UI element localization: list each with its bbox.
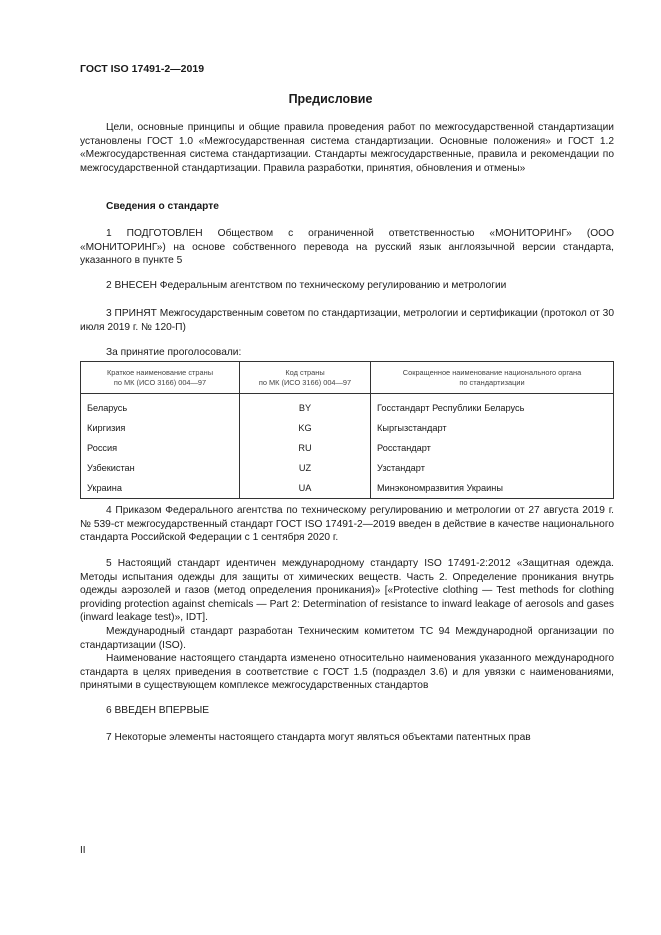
intro-paragraph: Цели, основные принципы и общие правила проведения работ по межгосударственной стандартизации установлены ГОСТ 1.0 «Межгосударственная система стандартизации. Основные положения» и ГОСТ 1.2 «Межгосударственная система стандартизации. Стандарты межгосударственные, правила и рекомендации по межгосударственной стандартизации. Правила разработки, принятия, обновления и отмены»: [80, 122, 614, 174]
country-cell: Киргизия: [81, 418, 240, 438]
votes-table: [80, 361, 614, 499]
page-number: II: [80, 845, 86, 856]
column-header-body: [371, 362, 614, 394]
column-header-country-line2: по МК (ИСО 3166) 004—97: [113, 378, 207, 387]
country-cell: Узбекистан: [81, 458, 240, 478]
code-cell: KG: [240, 418, 371, 438]
column-header-country: [81, 362, 240, 394]
code-cell: BY: [240, 394, 371, 419]
column-header-country-line1: Краткое наименование страны: [106, 368, 214, 377]
column-header-code: [240, 362, 371, 394]
column-header-code-line1: Код страны: [285, 368, 325, 377]
country-cell: Россия: [81, 438, 240, 458]
votes-label: За принятие проголосовали:: [106, 347, 242, 358]
item-3-paragraph: 3 ПРИНЯТ Межгосударственным советом по стандартизации, метрологии и сертификации (протокол от 30 июля 2019 г. № 120-П): [80, 308, 614, 333]
body-cell: Минэкономразвития Украины: [371, 478, 614, 499]
country-cell: Украина: [81, 478, 240, 499]
code-cell: UA: [240, 478, 371, 499]
body-cell: Росстандарт: [371, 438, 614, 458]
item-5-paragraph-3: Наименование настоящего стандарта изменено относительно наименования указанного международного стандарта в целях приведения в соответствие с ГОСТ 1.5 (подраздел 3.6) и для увязки с наименованиями, принятыми в существующем комплексе межгосударственных стандартов: [80, 653, 614, 692]
item-4-paragraph: 4 Приказом Федерального агентства по техническому регулированию и метрологии от 27 августа 2019 г. № 539-ст межгосударственный стандарт ГОСТ ISO 17491-2—2019 введен в действие в качестве национального стандарта Российской Федерации с 1 сентября 2020 г.: [80, 505, 614, 544]
column-header-code-line2: по МК (ИСО 3166) 004—97: [258, 378, 352, 387]
body-cell: Кыргызстандарт: [371, 418, 614, 438]
table-row: [81, 418, 614, 438]
item-5-paragraph: 5 Настоящий стандарт идентичен международному стандарту ISO 17491-2:2012 «Защитная одежда. Методы испытания одежды для защиты от химических веществ. Часть 2. Определение проникания внутрь одежды аэрозолей и газов (метод определения проникания)» [«Protective clothing — Test methods for clothing providing protection against chemicals — Part 2: Determination of resistance to inward leakage of aerosols and gases (inward leakage test)», IDT].: [80, 558, 614, 624]
table-row: [81, 438, 614, 458]
code-cell: UZ: [240, 458, 371, 478]
body-cell: Узстандарт: [371, 458, 614, 478]
column-header-body-line2: по стандартизации: [459, 378, 525, 387]
code-cell: RU: [240, 438, 371, 458]
item-5-paragraph-2: Международный стандарт разработан Техническим комитетом ТС 94 Международной организации по стандартизации (ISO).: [80, 626, 614, 651]
item-7-paragraph: 7 Некоторые элементы настоящего стандарта могут являться объектами патентных прав: [106, 732, 531, 743]
document-header-id: ГОСТ ISO 17491-2—2019: [80, 63, 205, 75]
item-1-paragraph: 1 ПОДГОТОВЛЕН Обществом с ограниченной ответственностью «МОНИТОРИНГ» (ООО «МОНИТОРИНГ») на основе собственного перевода на русский язык англоязычной версии стандарта, указанного в пункте 5: [80, 228, 614, 267]
item-2-paragraph: 2 ВНЕСЕН Федеральным агентством по техническому регулированию и метрологии: [106, 280, 507, 291]
table-row: [81, 478, 614, 499]
table-row: [81, 394, 614, 419]
page-title: Предисловие: [288, 92, 373, 106]
item-6-paragraph: 6 ВВЕДЕН ВПЕРВЫЕ: [106, 705, 210, 716]
body-cell: Госстандарт Республики Беларусь: [371, 394, 614, 419]
column-header-body-line1: Сокращенное наименование национального органа: [402, 368, 582, 377]
table-row: [81, 458, 614, 478]
votes-table-header-row: [81, 362, 614, 394]
country-cell: Беларусь: [81, 394, 240, 419]
section-heading: Сведения о стандарте: [106, 201, 219, 212]
